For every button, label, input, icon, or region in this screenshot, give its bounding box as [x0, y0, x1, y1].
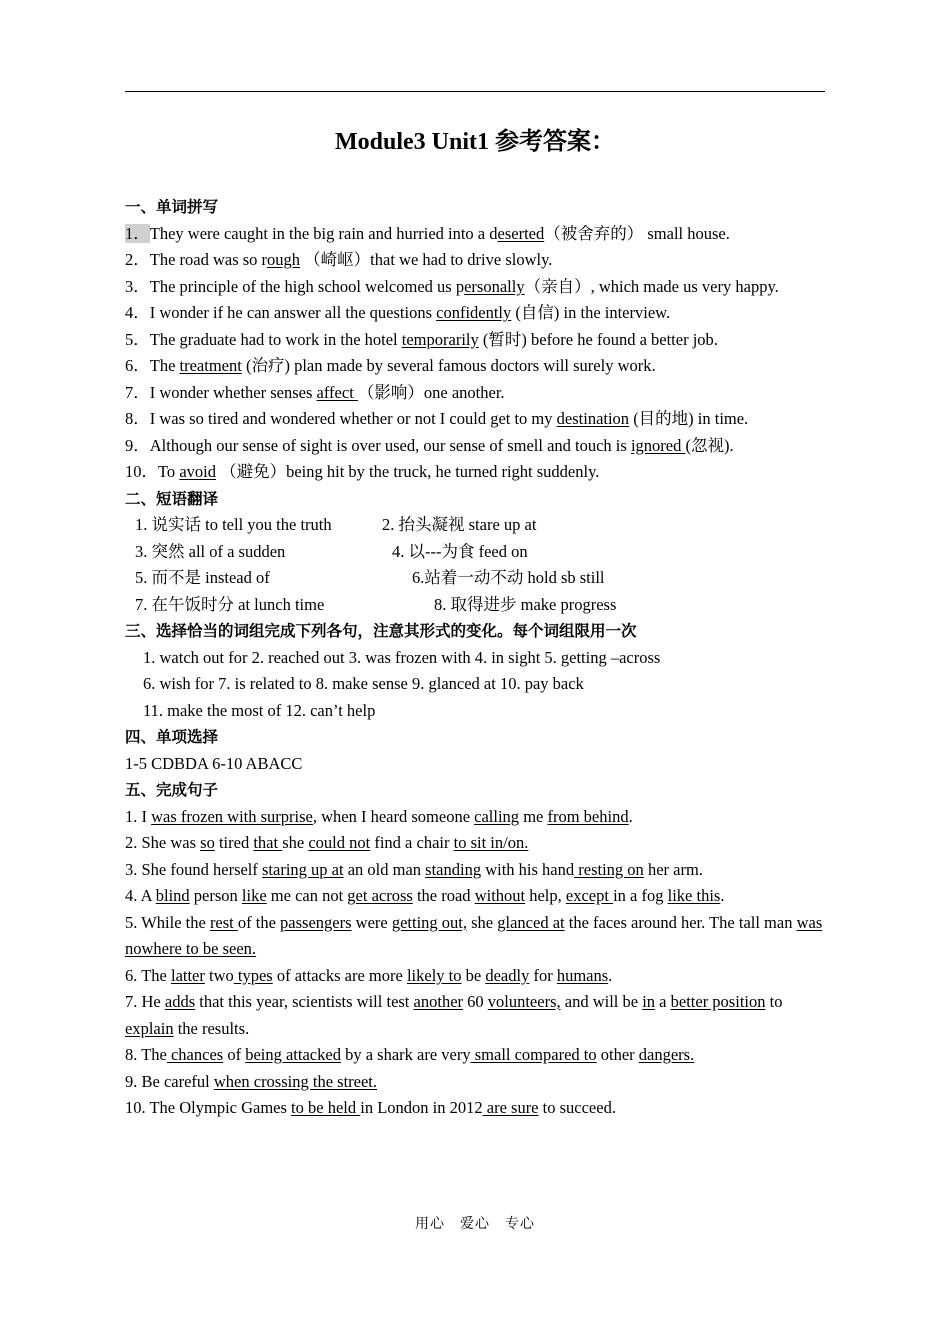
sentence-text: I wonder if he can answer all the questions	[149, 303, 437, 322]
sentence-text: of the	[237, 912, 281, 932]
spelling-item	[125, 459, 830, 486]
phrase-left: 3. 突然 all of a sudden	[135, 541, 286, 561]
sentence-text: 1. I	[125, 806, 152, 826]
answer-blank: was frozen with surprise	[151, 806, 313, 826]
sentence-text: of	[223, 1045, 246, 1064]
phrase-answer-line: 6. wish for 7. is related to 8. make sense 9. glanced at 10. pay back	[143, 674, 584, 693]
answer-blank: better position	[670, 992, 766, 1011]
item-number: 7．	[125, 382, 150, 402]
answer-blank: was nowhere to be seen.	[125, 912, 823, 958]
phrase-answer-line: 1. watch out for 2. reached out 3. was frozen with 4. in sight 5. getting –across	[143, 647, 661, 667]
sentence-text: 10. The Olympic Games	[125, 1098, 292, 1117]
answer-blank: like this	[667, 886, 721, 905]
answer-blank: ignored	[630, 435, 686, 455]
sentence-text: in London in 2012	[360, 1098, 483, 1117]
sentence-text: she	[467, 912, 498, 932]
answer-blank: deadly	[485, 965, 530, 985]
sentence-item	[125, 883, 830, 910]
sentence-text: They were caught in the big rain and hurried into a d	[149, 223, 498, 243]
sentence-text: （被舍弃的） small house.	[544, 223, 730, 243]
sentence-text: （影响）one another.	[357, 382, 505, 402]
answer-blank: when crossing the street.	[213, 1071, 377, 1091]
page-footer: 用心 爱心 专心	[415, 1216, 535, 1232]
item-number: 1．	[125, 223, 150, 243]
answer-blank: glanced at	[497, 912, 565, 932]
answer-blank: like	[241, 886, 267, 905]
spelling-item	[125, 247, 830, 274]
item-number: 6．	[125, 356, 150, 375]
answer-blank: confidently	[436, 303, 512, 322]
sentence-text: (治疗) plan made by several famous doctors will surely work.	[241, 356, 656, 375]
answer-blank: calling	[474, 806, 520, 826]
sentence-text: me can not	[266, 886, 348, 905]
item-number: 10．	[125, 462, 158, 481]
sentence-text: person	[189, 886, 242, 905]
answer-blank: explain	[125, 1018, 174, 1038]
sentence-text: other	[596, 1045, 639, 1064]
section3-list	[125, 645, 830, 725]
sentence-item	[125, 804, 830, 831]
sentence-text: help,	[525, 886, 566, 905]
sentence-text: tired	[214, 833, 254, 852]
sentence-text: 7. He	[125, 992, 165, 1011]
sentence-text: (自信) in the interview.	[511, 303, 671, 322]
section4-answers: 1-5 CDBDA 6-10 ABACC	[125, 753, 303, 773]
sentence-text: 4. A	[125, 886, 156, 905]
answer-blank: chances	[166, 1045, 224, 1064]
item-number: 3．	[125, 276, 150, 296]
sentence-text: to succeed.	[538, 1098, 616, 1117]
answer-blank: blind	[155, 886, 190, 905]
answer-blank: being attacked	[245, 1045, 341, 1064]
sentence-text: 9. Be careful	[125, 1071, 214, 1091]
phrase-right: 2. 抬头凝视 stare up at	[382, 515, 537, 534]
sentence-text: by a shark are very	[340, 1045, 471, 1064]
phrase-row	[125, 539, 830, 566]
sentence-text: in a fog	[613, 886, 668, 905]
answer-blank: types	[233, 965, 273, 985]
sentence-text: .	[608, 965, 613, 985]
phrase-row	[125, 592, 830, 619]
sentence-text: .	[628, 806, 633, 826]
spelling-item	[125, 433, 830, 460]
sentence-item	[125, 963, 830, 990]
sentence-text: （亲自）, which made us very happy.	[524, 276, 779, 296]
answer-blank: avoid	[179, 462, 216, 481]
sentence-text: （避免）being hit by the truck, he turned right suddenly.	[215, 462, 600, 481]
answer-blank: except	[565, 886, 614, 905]
answer-blank: to be held	[291, 1098, 361, 1117]
sentence-text: I was so tired and wondered whether or not I could get to my	[149, 409, 557, 428]
section1-list	[125, 221, 830, 486]
spelling-item	[125, 274, 830, 301]
sentence-text: the results.	[173, 1018, 250, 1038]
sentence-text: and will be	[560, 992, 643, 1011]
sentence-text: .	[720, 886, 725, 905]
item-number: 9．	[125, 435, 150, 455]
sentence-item	[125, 1069, 830, 1096]
phrase-row	[125, 565, 830, 592]
sentence-text: 60	[463, 992, 488, 1011]
sentence-item	[125, 857, 830, 884]
answer-blank: likely to	[406, 965, 462, 985]
sentence-text: I wonder whether senses	[149, 382, 317, 402]
answer-blank: resting on	[574, 859, 644, 879]
answer-blank: so	[200, 833, 215, 852]
phrase-answer-line: 11. make the most of 12. can’t help	[143, 700, 376, 720]
answer-blank: dangers.	[638, 1045, 695, 1064]
sentence-text: a	[655, 992, 671, 1011]
sentence-text: (忽视).	[685, 435, 734, 455]
answer-blank: ersonally	[464, 276, 525, 296]
section2-heading: 二、短语翻译	[125, 489, 219, 508]
answer-blank: staring up at	[262, 859, 344, 879]
answer-blank: small compared to	[470, 1045, 597, 1064]
section1-heading: 一、单词拼写	[125, 198, 219, 216]
sentence-text: The principle of the high school welcomed us p	[149, 276, 465, 296]
sentence-text: were	[351, 912, 392, 932]
sentence-text: The	[149, 356, 180, 375]
sentence-item	[125, 830, 830, 857]
sentence-text: （崎岖）that we had to drive slowly.	[300, 250, 553, 269]
phrase-right: 8. 取得进步 make progress	[434, 594, 617, 614]
sentence-item	[125, 1095, 830, 1122]
answer-blank: humans	[556, 965, 609, 985]
answer-blank: ough	[267, 250, 301, 269]
item-number: 2．	[125, 250, 150, 269]
sentence-text: To	[158, 462, 180, 481]
spelling-item	[125, 221, 830, 248]
sentence-text: The road was so r	[149, 250, 268, 269]
sentence-text: (目的地) in time.	[629, 409, 749, 428]
sentence-text: 3. She found herself	[125, 859, 263, 879]
sentence-item	[125, 1042, 830, 1069]
answer-blank: are sure	[482, 1098, 539, 1117]
answer-blank: adds	[164, 992, 196, 1011]
section5-list	[125, 804, 830, 1122]
sentence-text: her arm.	[643, 859, 703, 879]
answer-blank: eserted	[497, 223, 545, 243]
answer-blank: standing	[425, 859, 482, 879]
sentence-text: 6. The	[125, 965, 171, 985]
spelling-item	[125, 380, 830, 407]
answer-blank: passengers	[280, 912, 352, 932]
answer-blank: temporarily	[401, 329, 479, 349]
item-number: 8．	[125, 409, 150, 428]
answer-blank: from behind	[547, 806, 629, 826]
phrase-left: 5. 而不是 instead of	[135, 568, 270, 587]
spelling-item	[125, 353, 830, 380]
answer-blank: could not	[308, 833, 371, 852]
sentence-text: Although our sense of sight is over used, our sense of smell and touch is	[149, 435, 631, 455]
answer-blank: without	[474, 886, 526, 905]
sentence-item	[125, 989, 830, 1042]
spelling-item	[125, 300, 830, 327]
sentence-text: (暂时) before he found a better job.	[478, 329, 718, 349]
phrase-left: 7. 在午饭时分 at lunch time	[135, 594, 325, 614]
sentence-text: 8. The	[125, 1045, 167, 1064]
answer-blank: destination	[556, 409, 630, 428]
sentence-text: with his hand	[481, 859, 575, 879]
phrase-row	[125, 512, 830, 539]
answer-blank: treatment	[179, 356, 242, 375]
sentence-text: an old man	[343, 859, 426, 879]
answer-blank: get across	[347, 886, 413, 905]
sentence-text: 5. While the	[125, 912, 210, 932]
sentence-text: 2. She was	[125, 833, 201, 852]
section3-heading: 三、选择恰当的词组完成下列各句，注意其形式的变化。每个词组限用一次	[125, 622, 637, 640]
answer-blank: getting out,	[391, 912, 468, 932]
sentence-text: be	[461, 965, 486, 985]
sentence-text: of attacks are more	[272, 965, 407, 985]
sentence-text: The graduate had to work in the hotel	[149, 329, 402, 349]
phrase-right: 6.站着一动不动 hold sb still	[412, 568, 605, 587]
sentence-text: the road	[412, 886, 475, 905]
item-number: 5．	[125, 329, 150, 349]
answer-blank: in	[642, 992, 656, 1011]
answer-blank: volunteers,	[487, 992, 561, 1011]
spelling-item	[125, 327, 830, 354]
section5-heading: 五、完成句子	[125, 781, 219, 799]
answer-blank: another	[413, 992, 464, 1011]
sentence-text: she	[282, 833, 309, 852]
sentence-text: me	[519, 806, 548, 826]
page-title: Module3 Unit1 参考答案：	[334, 129, 615, 155]
spelling-item	[125, 406, 830, 433]
sentence-text: to	[765, 992, 783, 1011]
answer-blank: that	[253, 833, 283, 852]
item-number: 4．	[125, 303, 150, 322]
section2-list	[125, 512, 830, 618]
answer-blank: latter	[170, 965, 205, 985]
sentence-text: that this year, scientists will test	[195, 992, 414, 1011]
sentence-text: the faces around her. The tall man	[564, 912, 797, 932]
phrase-left: 1. 说实话 to tell you the truth	[135, 515, 332, 534]
sentence-text: find a chair	[370, 833, 454, 852]
section4-heading: 四、单项选择	[125, 728, 219, 746]
answer-blank: to sit in/on.	[453, 833, 529, 852]
phrase-right: 4. 以---为食 feed on	[392, 541, 528, 561]
header-rule	[125, 91, 825, 92]
sentence-text: two	[204, 965, 234, 985]
answer-blank: rest	[209, 912, 238, 932]
sentence-text: , when I heard someone	[312, 806, 475, 826]
sentence-text: for	[529, 965, 557, 985]
answer-blank: affect	[316, 382, 358, 402]
answer-content	[125, 194, 830, 1122]
sentence-item	[125, 910, 830, 963]
